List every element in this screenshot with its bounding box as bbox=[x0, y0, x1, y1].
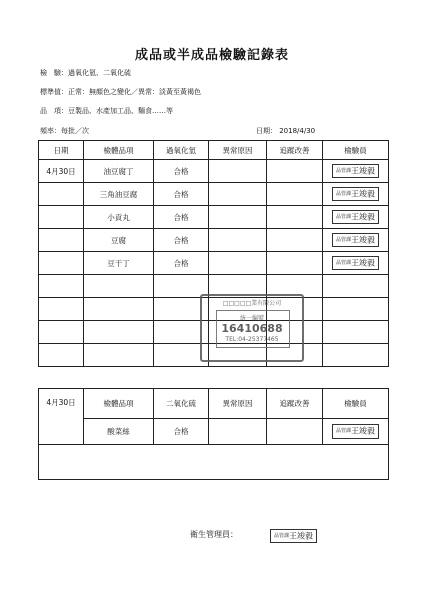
row-item: 豆干丁 bbox=[84, 252, 154, 275]
inspector-stamp: 品管課王竣毅 bbox=[323, 206, 389, 229]
row-result: 合格 bbox=[154, 183, 209, 206]
header-result: 過氧化氫 bbox=[154, 141, 209, 160]
header-inspector: 檢驗員 bbox=[323, 141, 389, 160]
row-follow-up bbox=[267, 206, 323, 229]
row-result: 合格 bbox=[154, 252, 209, 275]
row-item: 豆腐 bbox=[84, 229, 154, 252]
product-categories: 品 項：豆製品、水產加工品、麵食……等 bbox=[40, 107, 173, 115]
row-item: 油豆腐丁 bbox=[84, 160, 154, 183]
row-abnormal-reason bbox=[209, 160, 267, 183]
table-row bbox=[39, 183, 389, 206]
header-follow-up: 追蹤改善 bbox=[267, 389, 323, 419]
table-row-empty bbox=[39, 445, 389, 480]
standard-values: 標準值：正常：無顏色之變化／異常：淡黃至黃褐色 bbox=[40, 88, 201, 96]
row-result: 合格 bbox=[154, 160, 209, 183]
header-date: 日期 bbox=[39, 141, 84, 160]
header-abnormal-reason: 異常原因 bbox=[209, 389, 267, 419]
table-row bbox=[39, 160, 389, 183]
header-follow-up: 追蹤改善 bbox=[267, 141, 323, 160]
row-abnormal-reason bbox=[209, 252, 267, 275]
row-date bbox=[39, 206, 84, 229]
row-date: 4月30日 bbox=[39, 160, 84, 183]
table-row bbox=[39, 206, 389, 229]
inspector-stamp: 品管課王竣毅 bbox=[323, 419, 389, 445]
header-item: 檢體品項 bbox=[84, 389, 154, 419]
seal-company-name: □□□□□業有限公司 bbox=[222, 300, 282, 307]
inspector-stamp: 品管課王竣毅 bbox=[323, 229, 389, 252]
row-date bbox=[39, 252, 84, 275]
company-seal bbox=[200, 294, 304, 362]
sanitation-manager-label: 衛生管理員： bbox=[190, 530, 238, 539]
header-inspector: 檢驗員 bbox=[323, 389, 389, 419]
row-abnormal-reason bbox=[209, 183, 267, 206]
inspector-stamp: 品管課王竣毅 bbox=[323, 160, 389, 183]
seal-tax-id: 16410688 bbox=[221, 322, 283, 335]
header-item: 檢體品項 bbox=[84, 141, 154, 160]
record-date: 日期： 2018/4/30 bbox=[256, 127, 316, 135]
page-title: 成品或半成品檢驗記錄表 bbox=[134, 48, 289, 63]
row-result: 合格 bbox=[154, 206, 209, 229]
row-item: 三角油豆腐 bbox=[84, 183, 154, 206]
inspector-stamp: 品管課王竣毅 bbox=[323, 183, 389, 206]
row-date bbox=[39, 183, 84, 206]
row-follow-up bbox=[267, 160, 323, 183]
row-abnormal-reason bbox=[209, 419, 267, 445]
row-abnormal-reason bbox=[209, 229, 267, 252]
row-result: 合格 bbox=[154, 229, 209, 252]
seal-phone: TEL:04-25377465 bbox=[225, 336, 279, 343]
row-date bbox=[39, 229, 84, 252]
row-item: 酸菜絲 bbox=[84, 419, 154, 445]
row-follow-up bbox=[267, 229, 323, 252]
table-row bbox=[39, 419, 389, 445]
sulfur-dioxide-table bbox=[38, 388, 389, 480]
header-abnormal-reason: 異常原因 bbox=[209, 141, 267, 160]
row-abnormal-reason bbox=[209, 206, 267, 229]
row-follow-up bbox=[267, 252, 323, 275]
row-follow-up bbox=[267, 419, 323, 445]
sanitation-manager-stamp: 品管課王竣毅 bbox=[270, 523, 317, 543]
table-row bbox=[39, 252, 389, 275]
header-result: 二氧化硫 bbox=[154, 389, 209, 419]
inspection-items: 檢 驗：過氧化氫、二氧化硫 bbox=[40, 69, 131, 77]
row-item: 小貢丸 bbox=[84, 206, 154, 229]
row-follow-up bbox=[267, 183, 323, 206]
seal-tax-id-label: 統一編號 bbox=[239, 315, 264, 322]
table2-date: 4月30日 bbox=[39, 389, 84, 445]
table-row bbox=[39, 229, 389, 252]
row-result: 合格 bbox=[154, 419, 209, 445]
inspector-stamp: 品管課王竣毅 bbox=[323, 252, 389, 275]
frequency: 頻率：每批／次 bbox=[40, 127, 89, 135]
